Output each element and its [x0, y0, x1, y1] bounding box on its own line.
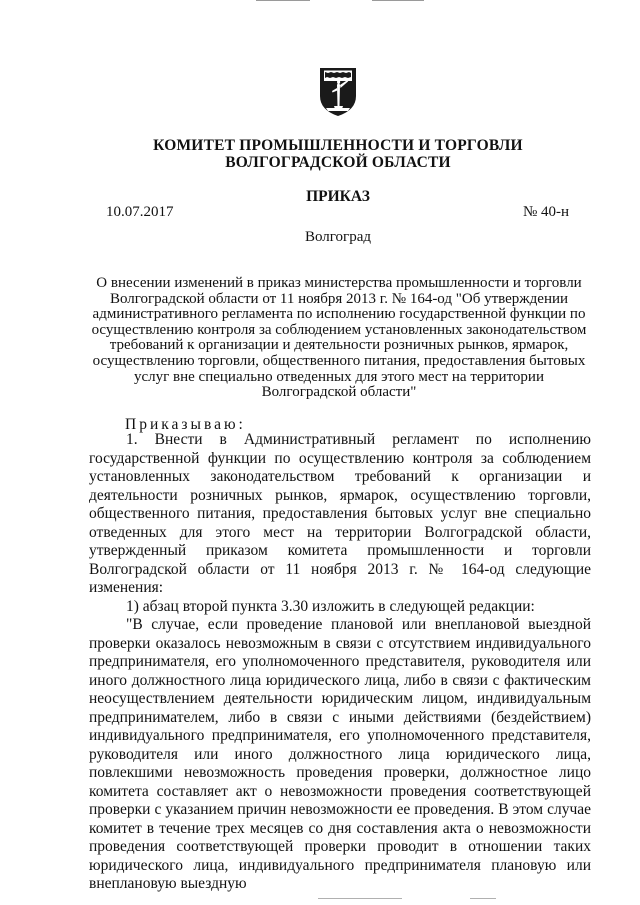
scan-edge-line	[372, 0, 424, 1]
organization-region: ВОЛГОГРАДСКОЙ ОБЛАСТИ	[225, 154, 451, 171]
document-city: Волгоград	[304, 229, 371, 245]
document-type-title: ПРИКАЗ	[306, 188, 370, 205]
volgograd-coat-of-arms-icon	[318, 66, 358, 118]
scan-edge-line	[318, 898, 402, 899]
document-subject: О внесении изменений в приказ министерства промышленности и торговли Волгоградской области от 11 ноября 2013 г. № 164-од "Об утверждении административного регламента по исполнению государственной функции по осуществлению контроля за соблюдением установленных законодательством требований к организации и деятельности розничных рынков, ярмарок, осуществлению торговли, общественного питания, предоставления бытовых услуг вне специально отведенных для этого мест на территории Волгоградской области"	[91, 275, 587, 401]
document-date: 10.07.2017	[106, 204, 174, 220]
body-paragraph: 1) абзац второй пункта 3.30 изложить в следующей редакции:	[126, 597, 535, 615]
body-paragraph: "В случае, если проведение плановой или внеплановой выездной проверки оказалось невозможным в связи с отсутствием индивидуального предпринимателя, его уполномоченного представителя, руководителя или иного должностного лица юридического лица, либо в связи с фактическим неосуществлением деятельности юридическим лицом, индивидуальным предпринимателем, либо в связи с иными действиями (бездействием) индивидуального предпринимателя, его уполномоченного представителя, руководителя или иного должностного лица юридического лица, повлекшими невозможность проведения проверки, должностное лицо комитета составляет акт о невозможности проведения соответствующей проверки с указанием причин невозможности ее проведения. В этом случае комитет в течение трех месяцев со дня составления акта о невозможности проведения соответствующей проверки проводит в отношении таких юридического лица, индивидуального предпринимателя плановую или внеплановую выездную	[89, 616, 591, 892]
body-paragraph: 1. Внести в Административный регламент по исполнению государственной функции по осуществлению контроля за соблюдением установленных законодательством требований к организации и деятельности розничных рынков, ярмарок, осуществлению торговли, общественного питания, предоставления бытовых услуг вне специально отведенных для этого мест на территории Волгоградской области, утвержденный приказом комитета промышленности и торговли Волгоградской области от 11 ноября 2013 г. № 164-од следующие изменения:	[89, 431, 591, 596]
scan-edge-line	[256, 0, 310, 1]
scan-edge-line	[470, 898, 496, 899]
organization-name: КОМИТЕТ ПРОМЫШЛЕННОСТИ И ТОРГОВЛИ	[153, 137, 523, 154]
order-heading: Приказываю:	[125, 416, 246, 433]
document-number: № 40-н	[523, 204, 570, 220]
document-body	[89, 431, 591, 894]
